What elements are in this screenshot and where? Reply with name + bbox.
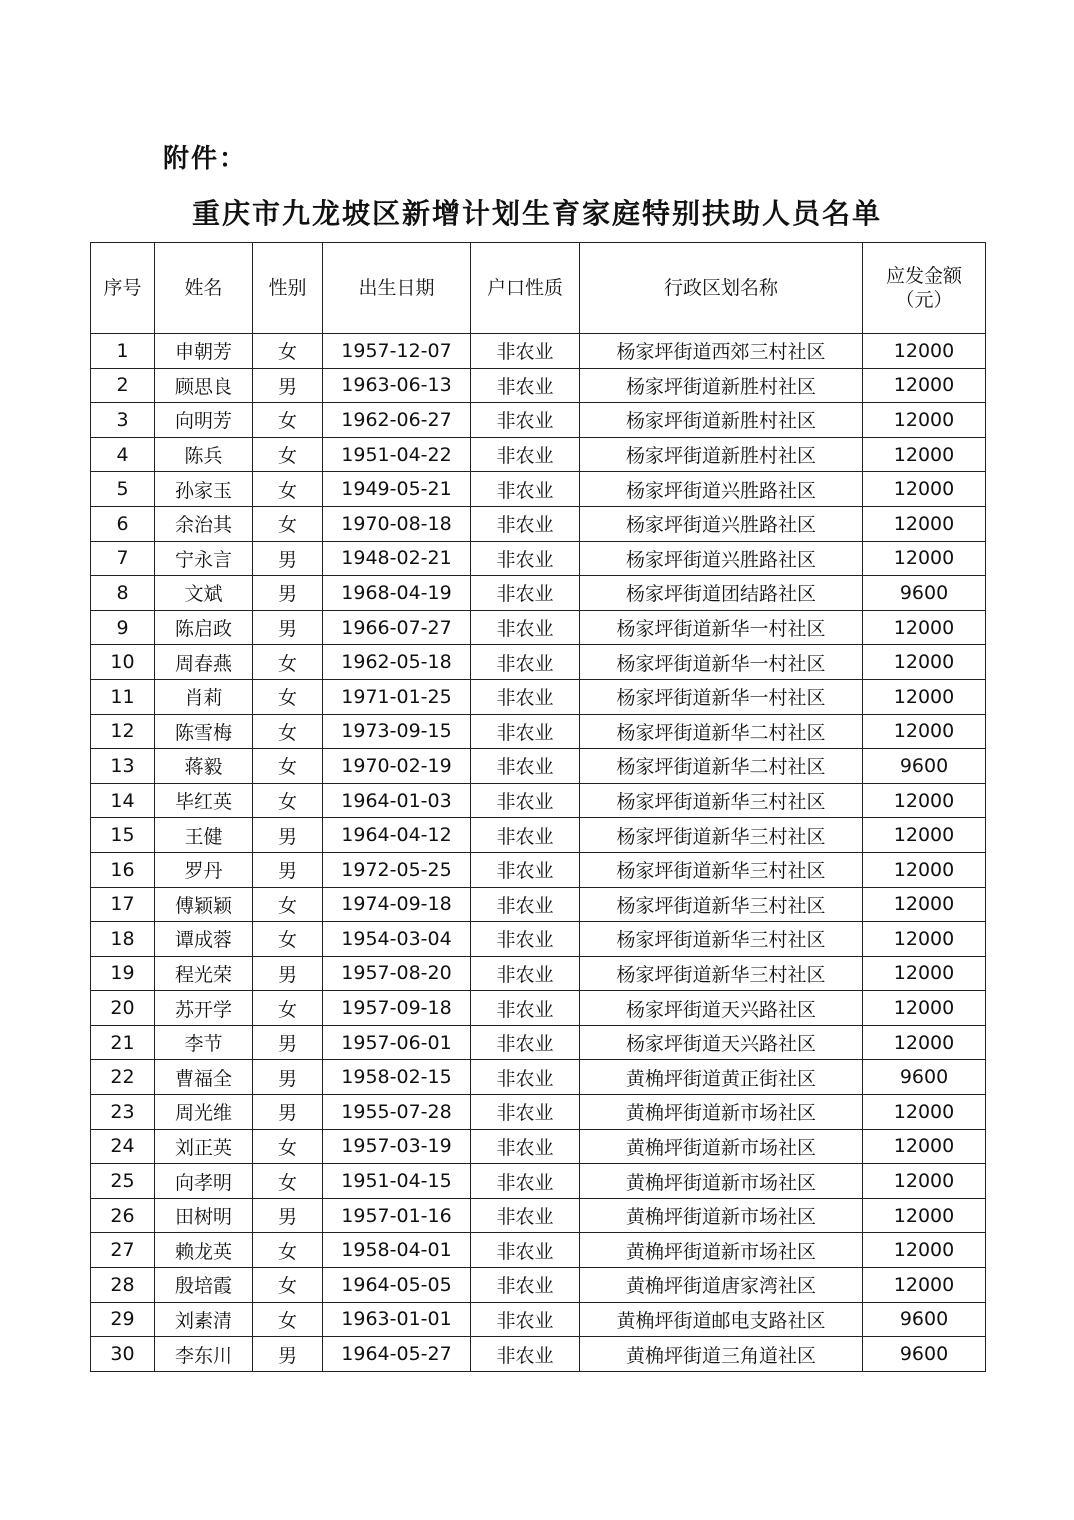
cell-birth-date: 1974-09-18 bbox=[323, 887, 471, 922]
cell-district: 杨家坪街道新胜村社区 bbox=[580, 437, 863, 472]
cell-amount: 9600 bbox=[863, 1337, 986, 1372]
table-row bbox=[91, 818, 986, 853]
cell-name: 蒋毅 bbox=[155, 749, 253, 784]
cell-name: 肖莉 bbox=[155, 679, 253, 714]
cell-gender: 男 bbox=[253, 818, 323, 853]
cell-household-type: 非农业 bbox=[471, 437, 580, 472]
cell-amount: 12000 bbox=[863, 1095, 986, 1130]
cell-birth-date: 1954-03-04 bbox=[323, 922, 471, 957]
cell-birth-date: 1958-02-15 bbox=[323, 1060, 471, 1095]
cell-gender: 女 bbox=[253, 991, 323, 1026]
cell-birth-date: 1970-08-18 bbox=[323, 506, 471, 541]
cell-index: 19 bbox=[91, 956, 155, 991]
cell-gender: 女 bbox=[253, 403, 323, 438]
cell-household-type: 非农业 bbox=[471, 1337, 580, 1372]
cell-amount: 9600 bbox=[863, 576, 986, 611]
cell-index: 28 bbox=[91, 1268, 155, 1303]
cell-district: 黄桷坪街道新市场社区 bbox=[580, 1198, 863, 1233]
cell-amount: 12000 bbox=[863, 472, 986, 507]
col-header-gender: 性别 bbox=[253, 243, 323, 334]
cell-gender: 女 bbox=[253, 506, 323, 541]
table-row bbox=[91, 1129, 986, 1164]
attachment-label: 附件： bbox=[163, 144, 248, 174]
cell-name: 余治其 bbox=[155, 506, 253, 541]
cell-household-type: 非农业 bbox=[471, 1025, 580, 1060]
cell-household-type: 非农业 bbox=[471, 818, 580, 853]
cell-district: 杨家坪街道天兴路社区 bbox=[580, 1025, 863, 1060]
col-header-amount: 应发金额 （元） bbox=[863, 243, 986, 334]
cell-district: 杨家坪街道新华三村社区 bbox=[580, 818, 863, 853]
table-row bbox=[91, 1095, 986, 1130]
cell-amount: 9600 bbox=[863, 749, 986, 784]
cell-gender: 男 bbox=[253, 852, 323, 887]
cell-amount: 12000 bbox=[863, 852, 986, 887]
cell-gender: 女 bbox=[253, 645, 323, 680]
cell-birth-date: 1957-01-16 bbox=[323, 1198, 471, 1233]
cell-name: 周光维 bbox=[155, 1095, 253, 1130]
cell-household-type: 非农业 bbox=[471, 714, 580, 749]
table-row bbox=[91, 783, 986, 818]
cell-birth-date: 1957-06-01 bbox=[323, 1025, 471, 1060]
cell-index: 30 bbox=[91, 1337, 155, 1372]
assistance-roster-table bbox=[90, 242, 986, 1372]
table-row bbox=[91, 334, 986, 369]
cell-district: 杨家坪街道西郊三村社区 bbox=[580, 334, 863, 369]
cell-name: 周春燕 bbox=[155, 645, 253, 680]
cell-gender: 男 bbox=[253, 956, 323, 991]
table-row bbox=[91, 956, 986, 991]
cell-index: 7 bbox=[91, 541, 155, 576]
col-header-district: 行政区划名称 bbox=[580, 243, 863, 334]
cell-household-type: 非农业 bbox=[471, 783, 580, 818]
table-row bbox=[91, 1337, 986, 1372]
table-row bbox=[91, 1025, 986, 1060]
cell-amount: 12000 bbox=[863, 506, 986, 541]
cell-amount: 12000 bbox=[863, 818, 986, 853]
cell-gender: 男 bbox=[253, 1025, 323, 1060]
cell-district: 黄桷坪街道黄正街社区 bbox=[580, 1060, 863, 1095]
cell-index: 27 bbox=[91, 1233, 155, 1268]
cell-index: 18 bbox=[91, 922, 155, 957]
cell-birth-date: 1963-06-13 bbox=[323, 368, 471, 403]
table-row bbox=[91, 1164, 986, 1199]
cell-name: 曹福全 bbox=[155, 1060, 253, 1095]
cell-birth-date: 1964-01-03 bbox=[323, 783, 471, 818]
cell-name: 李东川 bbox=[155, 1337, 253, 1372]
table-row bbox=[91, 1060, 986, 1095]
cell-amount: 12000 bbox=[863, 714, 986, 749]
cell-amount: 12000 bbox=[863, 403, 986, 438]
cell-gender: 女 bbox=[253, 749, 323, 784]
cell-index: 10 bbox=[91, 645, 155, 680]
cell-household-type: 非农业 bbox=[471, 368, 580, 403]
cell-household-type: 非农业 bbox=[471, 749, 580, 784]
cell-district: 杨家坪街道兴胜路社区 bbox=[580, 541, 863, 576]
cell-name: 苏开学 bbox=[155, 991, 253, 1026]
cell-index: 3 bbox=[91, 403, 155, 438]
cell-district: 杨家坪街道新胜村社区 bbox=[580, 368, 863, 403]
cell-amount: 12000 bbox=[863, 679, 986, 714]
cell-household-type: 非农业 bbox=[471, 991, 580, 1026]
cell-household-type: 非农业 bbox=[471, 1198, 580, 1233]
cell-amount: 9600 bbox=[863, 1060, 986, 1095]
cell-index: 4 bbox=[91, 437, 155, 472]
cell-district: 杨家坪街道新华三村社区 bbox=[580, 922, 863, 957]
cell-household-type: 非农业 bbox=[471, 472, 580, 507]
cell-name: 陈启政 bbox=[155, 610, 253, 645]
cell-name: 刘正英 bbox=[155, 1129, 253, 1164]
cell-gender: 女 bbox=[253, 1302, 323, 1337]
cell-birth-date: 1957-12-07 bbox=[323, 334, 471, 369]
cell-name: 向孝明 bbox=[155, 1164, 253, 1199]
cell-name: 傅颖颖 bbox=[155, 887, 253, 922]
cell-name: 程光荣 bbox=[155, 956, 253, 991]
cell-birth-date: 1957-03-19 bbox=[323, 1129, 471, 1164]
cell-household-type: 非农业 bbox=[471, 506, 580, 541]
cell-amount: 12000 bbox=[863, 610, 986, 645]
cell-gender: 女 bbox=[253, 783, 323, 818]
cell-amount: 12000 bbox=[863, 887, 986, 922]
cell-household-type: 非农业 bbox=[471, 679, 580, 714]
table-row bbox=[91, 472, 986, 507]
table-row bbox=[91, 1233, 986, 1268]
col-header-household-type: 户口性质 bbox=[471, 243, 580, 334]
cell-gender: 男 bbox=[253, 610, 323, 645]
cell-index: 26 bbox=[91, 1198, 155, 1233]
cell-name: 李节 bbox=[155, 1025, 253, 1060]
cell-birth-date: 1964-05-05 bbox=[323, 1268, 471, 1303]
cell-amount: 12000 bbox=[863, 956, 986, 991]
cell-district: 杨家坪街道新胜村社区 bbox=[580, 403, 863, 438]
cell-district: 黄桷坪街道新市场社区 bbox=[580, 1095, 863, 1130]
cell-amount: 12000 bbox=[863, 368, 986, 403]
cell-household-type: 非农业 bbox=[471, 576, 580, 611]
cell-index: 12 bbox=[91, 714, 155, 749]
cell-name: 顾思良 bbox=[155, 368, 253, 403]
cell-index: 15 bbox=[91, 818, 155, 853]
cell-district: 杨家坪街道新华一村社区 bbox=[580, 679, 863, 714]
table-row bbox=[91, 541, 986, 576]
cell-birth-date: 1949-05-21 bbox=[323, 472, 471, 507]
cell-name: 陈雪梅 bbox=[155, 714, 253, 749]
cell-name: 毕红英 bbox=[155, 783, 253, 818]
cell-gender: 女 bbox=[253, 679, 323, 714]
cell-name: 向明芳 bbox=[155, 403, 253, 438]
cell-amount: 12000 bbox=[863, 1164, 986, 1199]
cell-index: 2 bbox=[91, 368, 155, 403]
cell-birth-date: 1973-09-15 bbox=[323, 714, 471, 749]
table-row bbox=[91, 1268, 986, 1303]
page-title: 重庆市九龙坡区新增计划生育家庭特别扶助人员名单 bbox=[191, 197, 882, 230]
cell-name: 王健 bbox=[155, 818, 253, 853]
cell-index: 14 bbox=[91, 783, 155, 818]
cell-name: 田树明 bbox=[155, 1198, 253, 1233]
table-body bbox=[91, 334, 986, 1372]
cell-index: 29 bbox=[91, 1302, 155, 1337]
cell-district: 黄桷坪街道三角道社区 bbox=[580, 1337, 863, 1372]
cell-amount: 12000 bbox=[863, 922, 986, 957]
cell-household-type: 非农业 bbox=[471, 403, 580, 438]
cell-index: 5 bbox=[91, 472, 155, 507]
cell-birth-date: 1966-07-27 bbox=[323, 610, 471, 645]
cell-index: 9 bbox=[91, 610, 155, 645]
cell-district: 杨家坪街道新华三村社区 bbox=[580, 887, 863, 922]
cell-district: 黄桷坪街道新市场社区 bbox=[580, 1129, 863, 1164]
cell-birth-date: 1962-06-27 bbox=[323, 403, 471, 438]
cell-name: 赖龙英 bbox=[155, 1233, 253, 1268]
table-row bbox=[91, 714, 986, 749]
cell-household-type: 非农业 bbox=[471, 956, 580, 991]
table-row bbox=[91, 368, 986, 403]
cell-birth-date: 1958-04-01 bbox=[323, 1233, 471, 1268]
cell-amount: 12000 bbox=[863, 541, 986, 576]
cell-birth-date: 1957-09-18 bbox=[323, 991, 471, 1026]
cell-district: 黄桷坪街道邮电支路社区 bbox=[580, 1302, 863, 1337]
cell-district: 杨家坪街道新华一村社区 bbox=[580, 610, 863, 645]
cell-gender: 女 bbox=[253, 714, 323, 749]
cell-gender: 男 bbox=[253, 1198, 323, 1233]
cell-district: 杨家坪街道天兴路社区 bbox=[580, 991, 863, 1026]
table-row bbox=[91, 403, 986, 438]
cell-index: 25 bbox=[91, 1164, 155, 1199]
cell-gender: 女 bbox=[253, 1129, 323, 1164]
cell-gender: 女 bbox=[253, 437, 323, 472]
col-header-index: 序号 bbox=[91, 243, 155, 334]
cell-birth-date: 1971-01-25 bbox=[323, 679, 471, 714]
table-row bbox=[91, 437, 986, 472]
table-row bbox=[91, 576, 986, 611]
cell-household-type: 非农业 bbox=[471, 1095, 580, 1130]
cell-name: 文斌 bbox=[155, 576, 253, 611]
cell-household-type: 非农业 bbox=[471, 852, 580, 887]
cell-index: 8 bbox=[91, 576, 155, 611]
cell-index: 20 bbox=[91, 991, 155, 1026]
cell-amount: 12000 bbox=[863, 437, 986, 472]
col-header-birth-date: 出生日期 bbox=[323, 243, 471, 334]
cell-gender: 男 bbox=[253, 1095, 323, 1130]
cell-amount: 12000 bbox=[863, 783, 986, 818]
cell-household-type: 非农业 bbox=[471, 541, 580, 576]
cell-district: 杨家坪街道新华二村社区 bbox=[580, 749, 863, 784]
table-row bbox=[91, 506, 986, 541]
cell-district: 杨家坪街道兴胜路社区 bbox=[580, 472, 863, 507]
cell-birth-date: 1972-05-25 bbox=[323, 852, 471, 887]
cell-district: 杨家坪街道兴胜路社区 bbox=[580, 506, 863, 541]
cell-birth-date: 1963-01-01 bbox=[323, 1302, 471, 1337]
cell-amount: 12000 bbox=[863, 1268, 986, 1303]
table-row bbox=[91, 1302, 986, 1337]
cell-index: 21 bbox=[91, 1025, 155, 1060]
cell-index: 24 bbox=[91, 1129, 155, 1164]
cell-name: 罗丹 bbox=[155, 852, 253, 887]
cell-household-type: 非农业 bbox=[471, 645, 580, 680]
cell-district: 杨家坪街道新华一村社区 bbox=[580, 645, 863, 680]
cell-birth-date: 1964-04-12 bbox=[323, 818, 471, 853]
cell-birth-date: 1948-02-21 bbox=[323, 541, 471, 576]
cell-household-type: 非农业 bbox=[471, 1268, 580, 1303]
cell-household-type: 非农业 bbox=[471, 1129, 580, 1164]
table-row bbox=[91, 852, 986, 887]
cell-birth-date: 1962-05-18 bbox=[323, 645, 471, 680]
cell-amount: 9600 bbox=[863, 1302, 986, 1337]
col-header-name: 姓名 bbox=[155, 243, 253, 334]
cell-index: 23 bbox=[91, 1095, 155, 1130]
cell-name: 孙家玉 bbox=[155, 472, 253, 507]
table-row bbox=[91, 991, 986, 1026]
cell-amount: 12000 bbox=[863, 991, 986, 1026]
cell-index: 1 bbox=[91, 334, 155, 369]
cell-birth-date: 1955-07-28 bbox=[323, 1095, 471, 1130]
cell-district: 黄桷坪街道新市场社区 bbox=[580, 1233, 863, 1268]
table-row bbox=[91, 610, 986, 645]
cell-household-type: 非农业 bbox=[471, 1233, 580, 1268]
cell-amount: 12000 bbox=[863, 1025, 986, 1060]
cell-name: 刘素清 bbox=[155, 1302, 253, 1337]
cell-household-type: 非农业 bbox=[471, 610, 580, 645]
cell-amount: 12000 bbox=[863, 1198, 986, 1233]
cell-amount: 12000 bbox=[863, 645, 986, 680]
cell-index: 17 bbox=[91, 887, 155, 922]
cell-name: 申朝芳 bbox=[155, 334, 253, 369]
cell-household-type: 非农业 bbox=[471, 922, 580, 957]
cell-amount: 12000 bbox=[863, 1233, 986, 1268]
cell-birth-date: 1970-02-19 bbox=[323, 749, 471, 784]
cell-household-type: 非农业 bbox=[471, 1302, 580, 1337]
cell-district: 黄桷坪街道唐家湾社区 bbox=[580, 1268, 863, 1303]
table-header-row bbox=[91, 243, 986, 334]
cell-district: 杨家坪街道新华二村社区 bbox=[580, 714, 863, 749]
cell-index: 22 bbox=[91, 1060, 155, 1095]
cell-district: 杨家坪街道新华三村社区 bbox=[580, 956, 863, 991]
cell-name: 谭成蓉 bbox=[155, 922, 253, 957]
cell-household-type: 非农业 bbox=[471, 1164, 580, 1199]
cell-index: 13 bbox=[91, 749, 155, 784]
table-row bbox=[91, 679, 986, 714]
cell-name: 宁永言 bbox=[155, 541, 253, 576]
cell-amount: 12000 bbox=[863, 1129, 986, 1164]
cell-birth-date: 1968-04-19 bbox=[323, 576, 471, 611]
cell-gender: 男 bbox=[253, 541, 323, 576]
cell-district: 杨家坪街道新华三村社区 bbox=[580, 852, 863, 887]
table-row bbox=[91, 922, 986, 957]
table-row bbox=[91, 749, 986, 784]
cell-gender: 女 bbox=[253, 1268, 323, 1303]
cell-district: 杨家坪街道团结路社区 bbox=[580, 576, 863, 611]
cell-gender: 男 bbox=[253, 1060, 323, 1095]
cell-index: 11 bbox=[91, 679, 155, 714]
cell-birth-date: 1951-04-15 bbox=[323, 1164, 471, 1199]
cell-name: 陈兵 bbox=[155, 437, 253, 472]
cell-household-type: 非农业 bbox=[471, 887, 580, 922]
cell-birth-date: 1951-04-22 bbox=[323, 437, 471, 472]
cell-district: 黄桷坪街道新市场社区 bbox=[580, 1164, 863, 1199]
cell-index: 16 bbox=[91, 852, 155, 887]
cell-gender: 男 bbox=[253, 576, 323, 611]
cell-gender: 男 bbox=[253, 368, 323, 403]
table-row bbox=[91, 887, 986, 922]
cell-gender: 女 bbox=[253, 887, 323, 922]
cell-birth-date: 1957-08-20 bbox=[323, 956, 471, 991]
cell-amount: 12000 bbox=[863, 334, 986, 369]
cell-gender: 女 bbox=[253, 472, 323, 507]
cell-birth-date: 1964-05-27 bbox=[323, 1337, 471, 1372]
cell-gender: 女 bbox=[253, 1233, 323, 1268]
cell-gender: 男 bbox=[253, 1337, 323, 1372]
cell-gender: 女 bbox=[253, 922, 323, 957]
cell-gender: 女 bbox=[253, 334, 323, 369]
table-row bbox=[91, 1198, 986, 1233]
cell-district: 杨家坪街道新华三村社区 bbox=[580, 783, 863, 818]
cell-name: 殷培霞 bbox=[155, 1268, 253, 1303]
cell-index: 6 bbox=[91, 506, 155, 541]
cell-household-type: 非农业 bbox=[471, 1060, 580, 1095]
cell-gender: 女 bbox=[253, 1164, 323, 1199]
cell-household-type: 非农业 bbox=[471, 334, 580, 369]
table-row bbox=[91, 645, 986, 680]
